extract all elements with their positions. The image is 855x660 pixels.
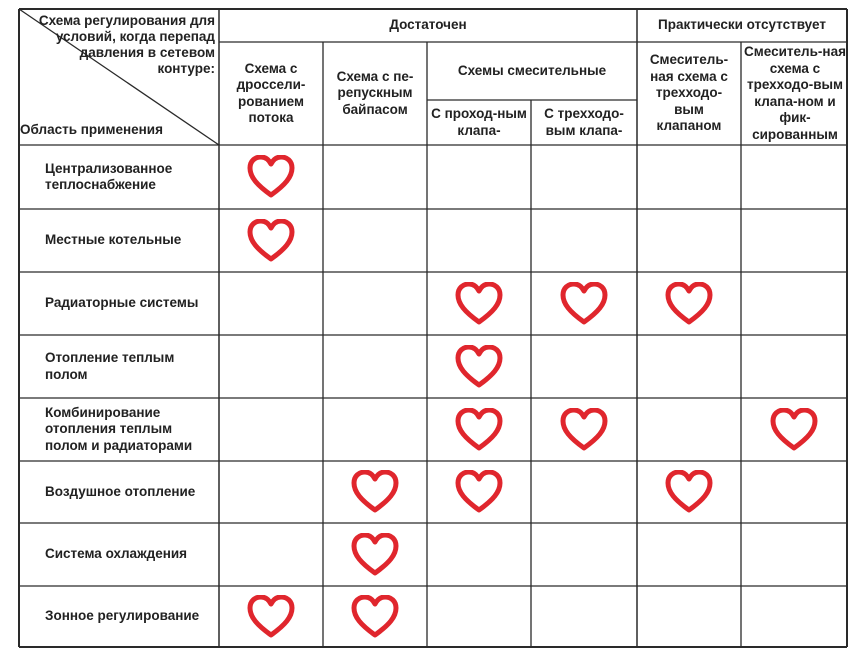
row-label: Централизованное теплоснабжение	[45, 160, 173, 192]
row-label: Отопление теплым полом	[45, 350, 175, 382]
row-label: Зонное регулирование	[45, 608, 200, 624]
group-header-sufficient: Достаточен	[389, 17, 467, 33]
heart-icon	[455, 282, 503, 326]
heart-icon	[247, 595, 295, 639]
heart-icon	[247, 155, 295, 199]
heart-icon	[560, 408, 608, 452]
heart-icon	[770, 408, 818, 452]
heart-icon	[665, 470, 713, 514]
column-header-three-way-valve: С трехходо-вым клапа-	[544, 106, 624, 138]
column-header-two-way-valve: С проход-ным клапа-	[431, 106, 527, 138]
heart-icon	[351, 595, 399, 639]
column-header-throttling-scheme: Схема с дроссели-рованием потока	[236, 60, 306, 125]
heart-icon	[351, 470, 399, 514]
row-label: Местные котельные	[45, 232, 182, 248]
row-label: Система охлаждения	[45, 546, 188, 562]
heart-icon	[351, 533, 399, 577]
column-header-bypass-scheme: Схема с пе-репускным байпасом	[336, 68, 414, 117]
corner-header-application-area: Область применения	[20, 122, 163, 137]
group-header-practically-absent: Практически отсутствует	[658, 17, 826, 33]
row-label: Воздушное отопление	[45, 483, 196, 499]
heart-icon	[665, 282, 713, 326]
heart-icon	[247, 219, 295, 263]
heart-icon	[560, 282, 608, 326]
heart-icon	[455, 408, 503, 452]
row-label: Комбинирование отопления теплым полом и радиаторами	[45, 404, 193, 453]
heart-icon	[455, 345, 503, 389]
corner-header-regulation-scheme: Схема регулирования для условий, когда перепад давления в сетевом контуре:	[38, 13, 215, 76]
column-header-mixing-three-way: Смеситель-ная схема с трехходо-вым клапаном	[649, 52, 729, 134]
row-label: Радиаторные системы	[45, 295, 199, 311]
heart-icon	[455, 470, 503, 514]
group-header-mixing: Схемы смесительные	[457, 62, 607, 78]
column-header-mixing-three-way-fixed: Смеситель-ная схема с трехходо-вым клапа-ном и фик-сированным	[744, 44, 846, 142]
